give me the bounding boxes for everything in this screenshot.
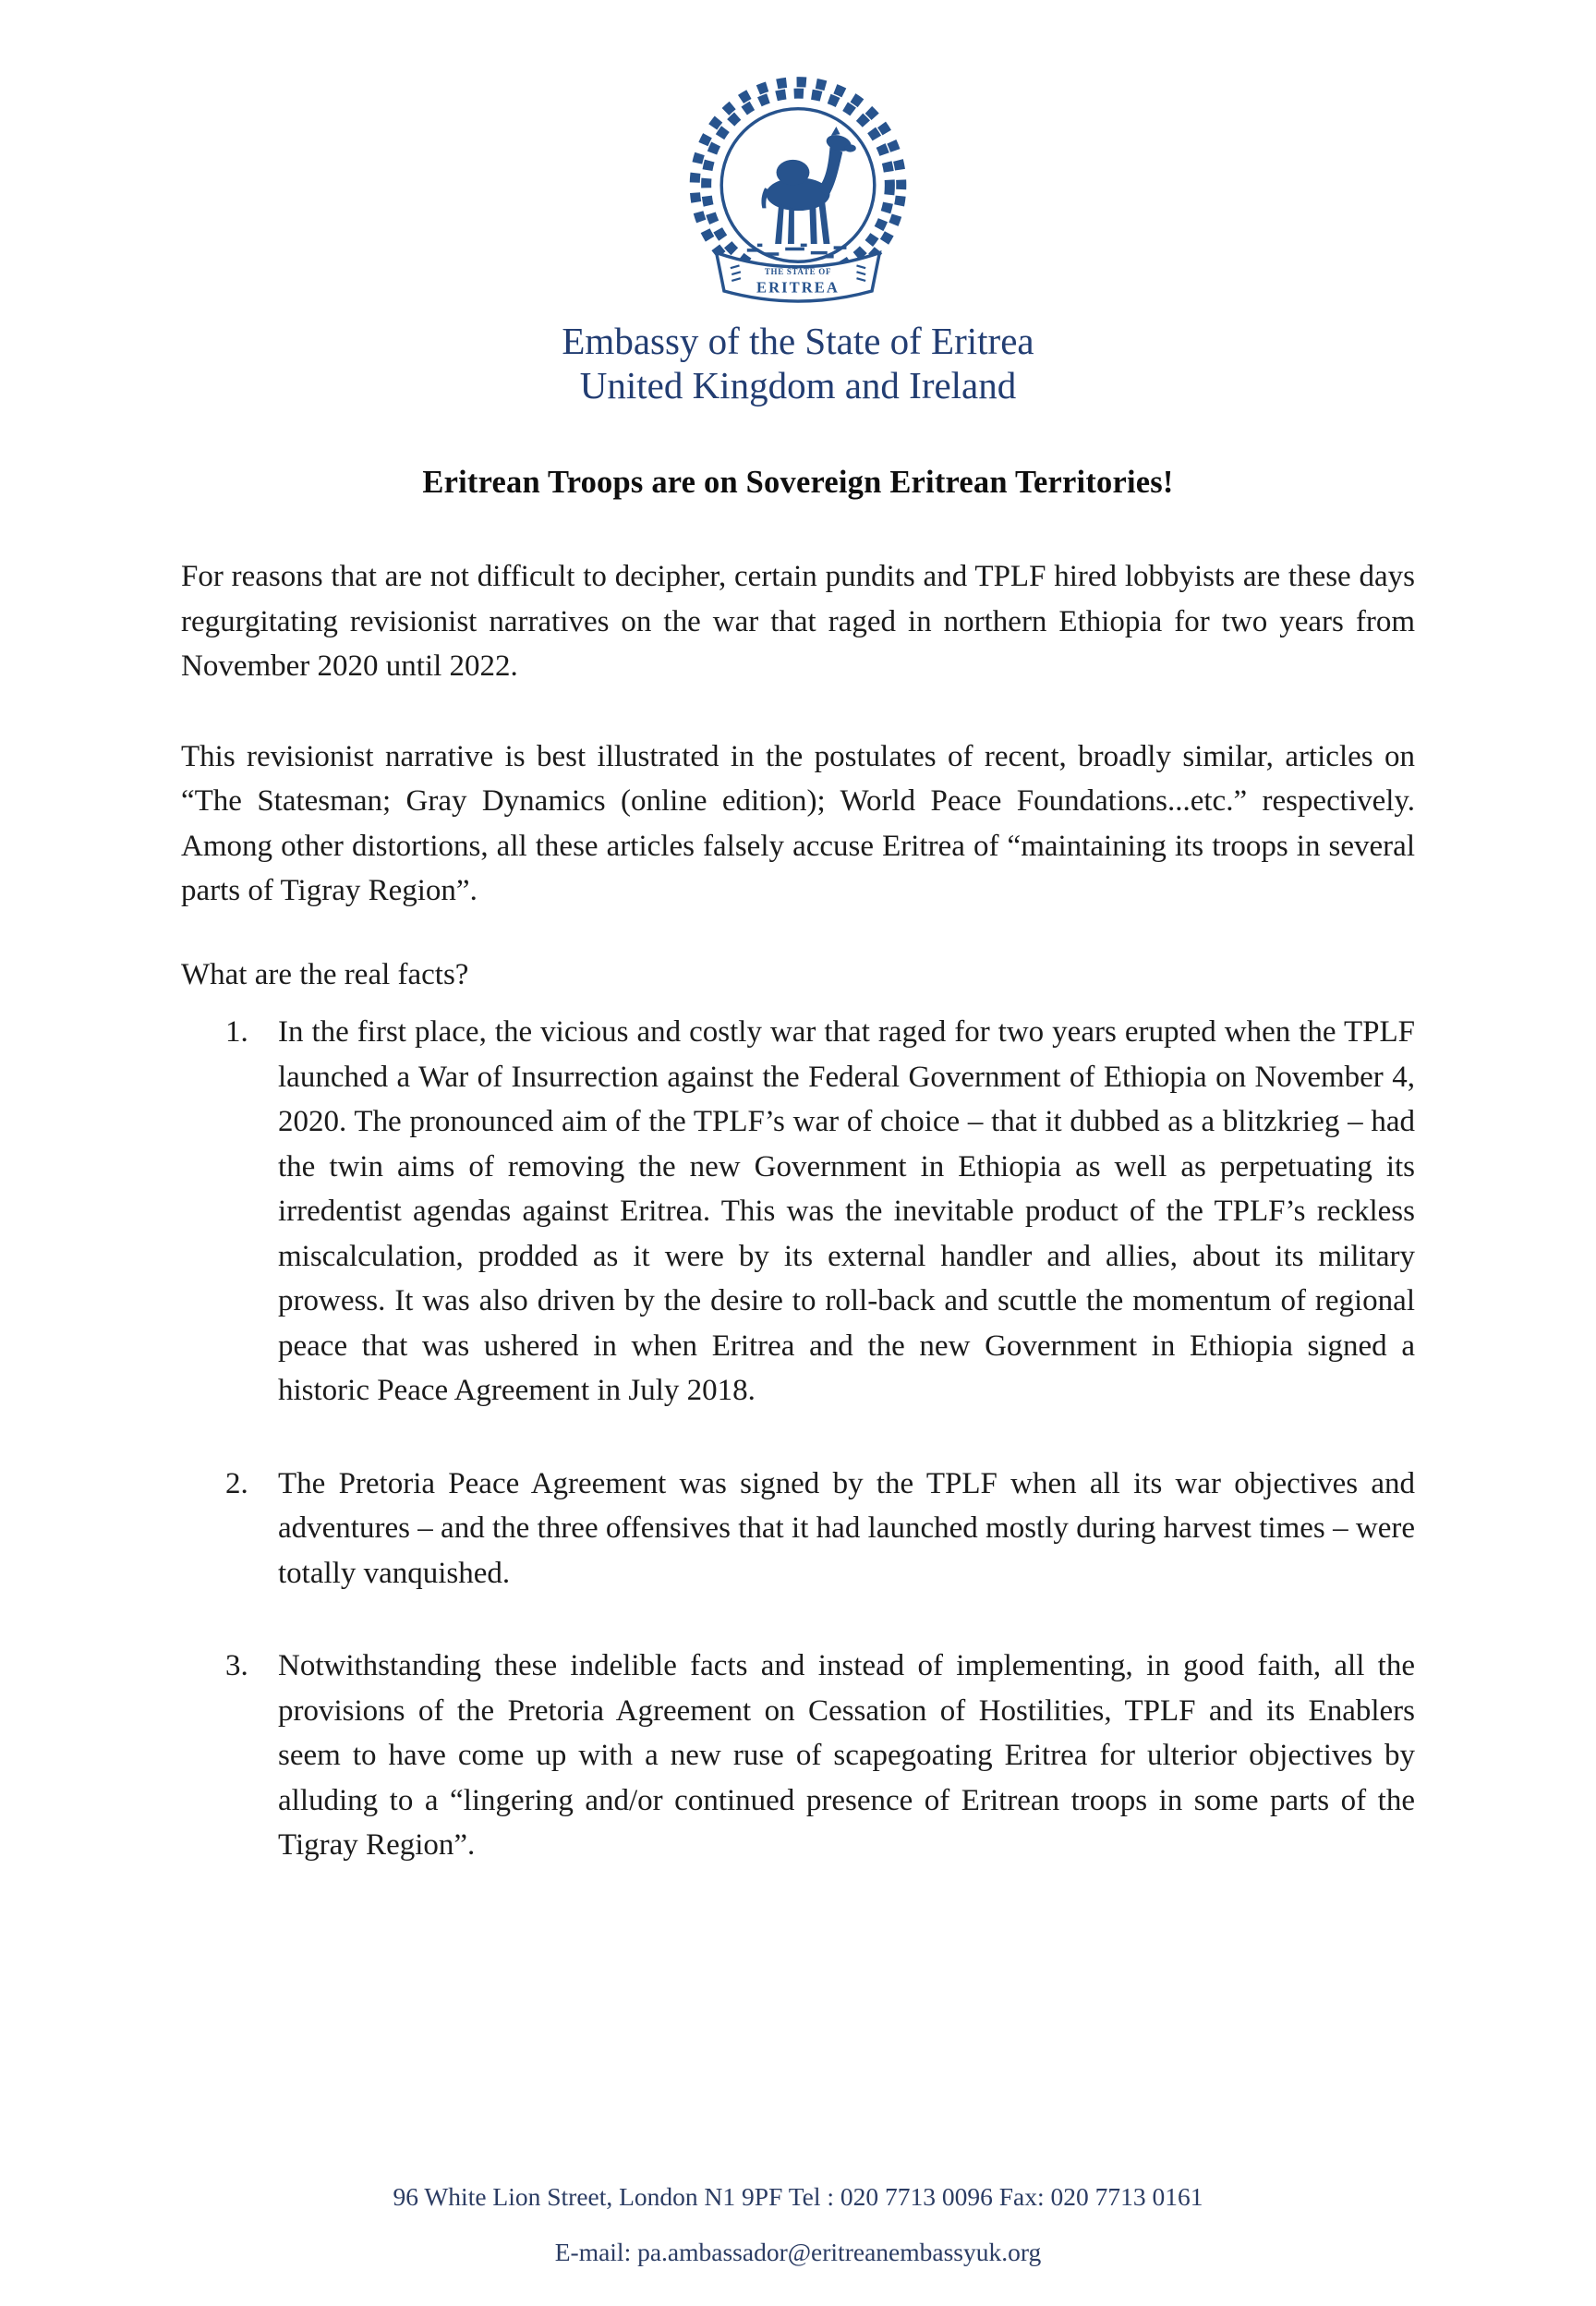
list-item-3: [181, 1644, 1415, 1868]
document-content: [181, 0, 1415, 1868]
list-number: 3.: [225, 1649, 248, 1682]
list-item-text: Notwithstanding these indelible facts and instead of implementing, in good faith, all the provisions of the Pretoria Agreement on Cessation of Hostilities, TPLF and its Enablers seem to have come up with a new ruse of scapegoating Eritrea for ulterior objectives by alluding to a “lingering and/or continued presence of Eritrean troops in some parts of the Tigray Region”.: [278, 1649, 1415, 1862]
embassy-letterhead: [181, 63, 1415, 322]
list-item-2: [181, 1462, 1415, 1596]
list-item-1: [181, 1010, 1415, 1414]
footer-address-line: 96 White Lion Street, London N1 9PF Tel : 020 7713 0096 Fax: 020 7713 0161: [393, 2182, 1203, 2211]
list-number: 2.: [225, 1466, 248, 1500]
embassy-name: [181, 319, 1415, 407]
document-title: Eritrean Troops are on Sovereign Eritrean Territories!: [422, 465, 1174, 500]
body-paragraph-1: For reasons that are not difficult to decipher, certain pundits and TPLF hired lobbyists are these days regurgitating revisionist narratives on the war that raged in northern Ethiopia for two years from November 2020 until 2022.: [181, 560, 1415, 683]
footer: [0, 2169, 1596, 2280]
embassy-name-line2: United Kingdom and Ireland: [579, 364, 1017, 407]
list-number: 1.: [225, 1015, 248, 1049]
facts-list: [181, 1010, 1415, 1868]
facts-heading: What are the real facts?: [181, 957, 469, 991]
eritrea-emblem-logo: [671, 63, 925, 318]
body-paragraph-2: This revisionist narrative is best illustrated in the postulates of recent, broadly similar, articles on “The Statesman; Gray Dynamics (online edition); World Peace Foundations...etc.” respectively. Among other distortions, all these articles falsely accuse Eritrea of “maintaining its troops in several parts of Tigray Region”.: [181, 739, 1415, 907]
list-item-text: In the first place, the vicious and costly war that raged for two years erupted when the TPLF launched a War of Insurrection against the Federal Government of Ethiopia on November 4, 2020. The pronounced aim of the TPLF’s war of choice – that it dubbed as a blitzkrieg – had the twin aims of removing the new Government in Ethiopia as well as perpetuating its irredentist agendas against Eritrea. This was the inevitable product of the TPLF’s reckless miscalculation, prodded as it were by its external handler and allies, about its military prowess. It was also driven by the desire to roll-back and scuttle the momentum of regional peace that was ushered in when Eritrea and the new Government in Ethiopia signed a historic Peace Agreement in July 2018.: [278, 1015, 1415, 1407]
list-item-text: The Pretoria Peace Agreement was signed by the TPLF when all its war objectives and adventures – and the three offensives that it had launched mostly during harvest times – were totally vanquished.: [278, 1466, 1415, 1590]
embassy-name-line1: Embassy of the State of Eritrea: [562, 320, 1034, 362]
emblem-banner-top-text: THE STATE OF: [764, 267, 832, 277]
emblem-banner-text: ERITREA: [756, 278, 840, 297]
footer-email-line: E-mail: pa.ambassador@eritreanembassyuk.org: [554, 2238, 1042, 2266]
